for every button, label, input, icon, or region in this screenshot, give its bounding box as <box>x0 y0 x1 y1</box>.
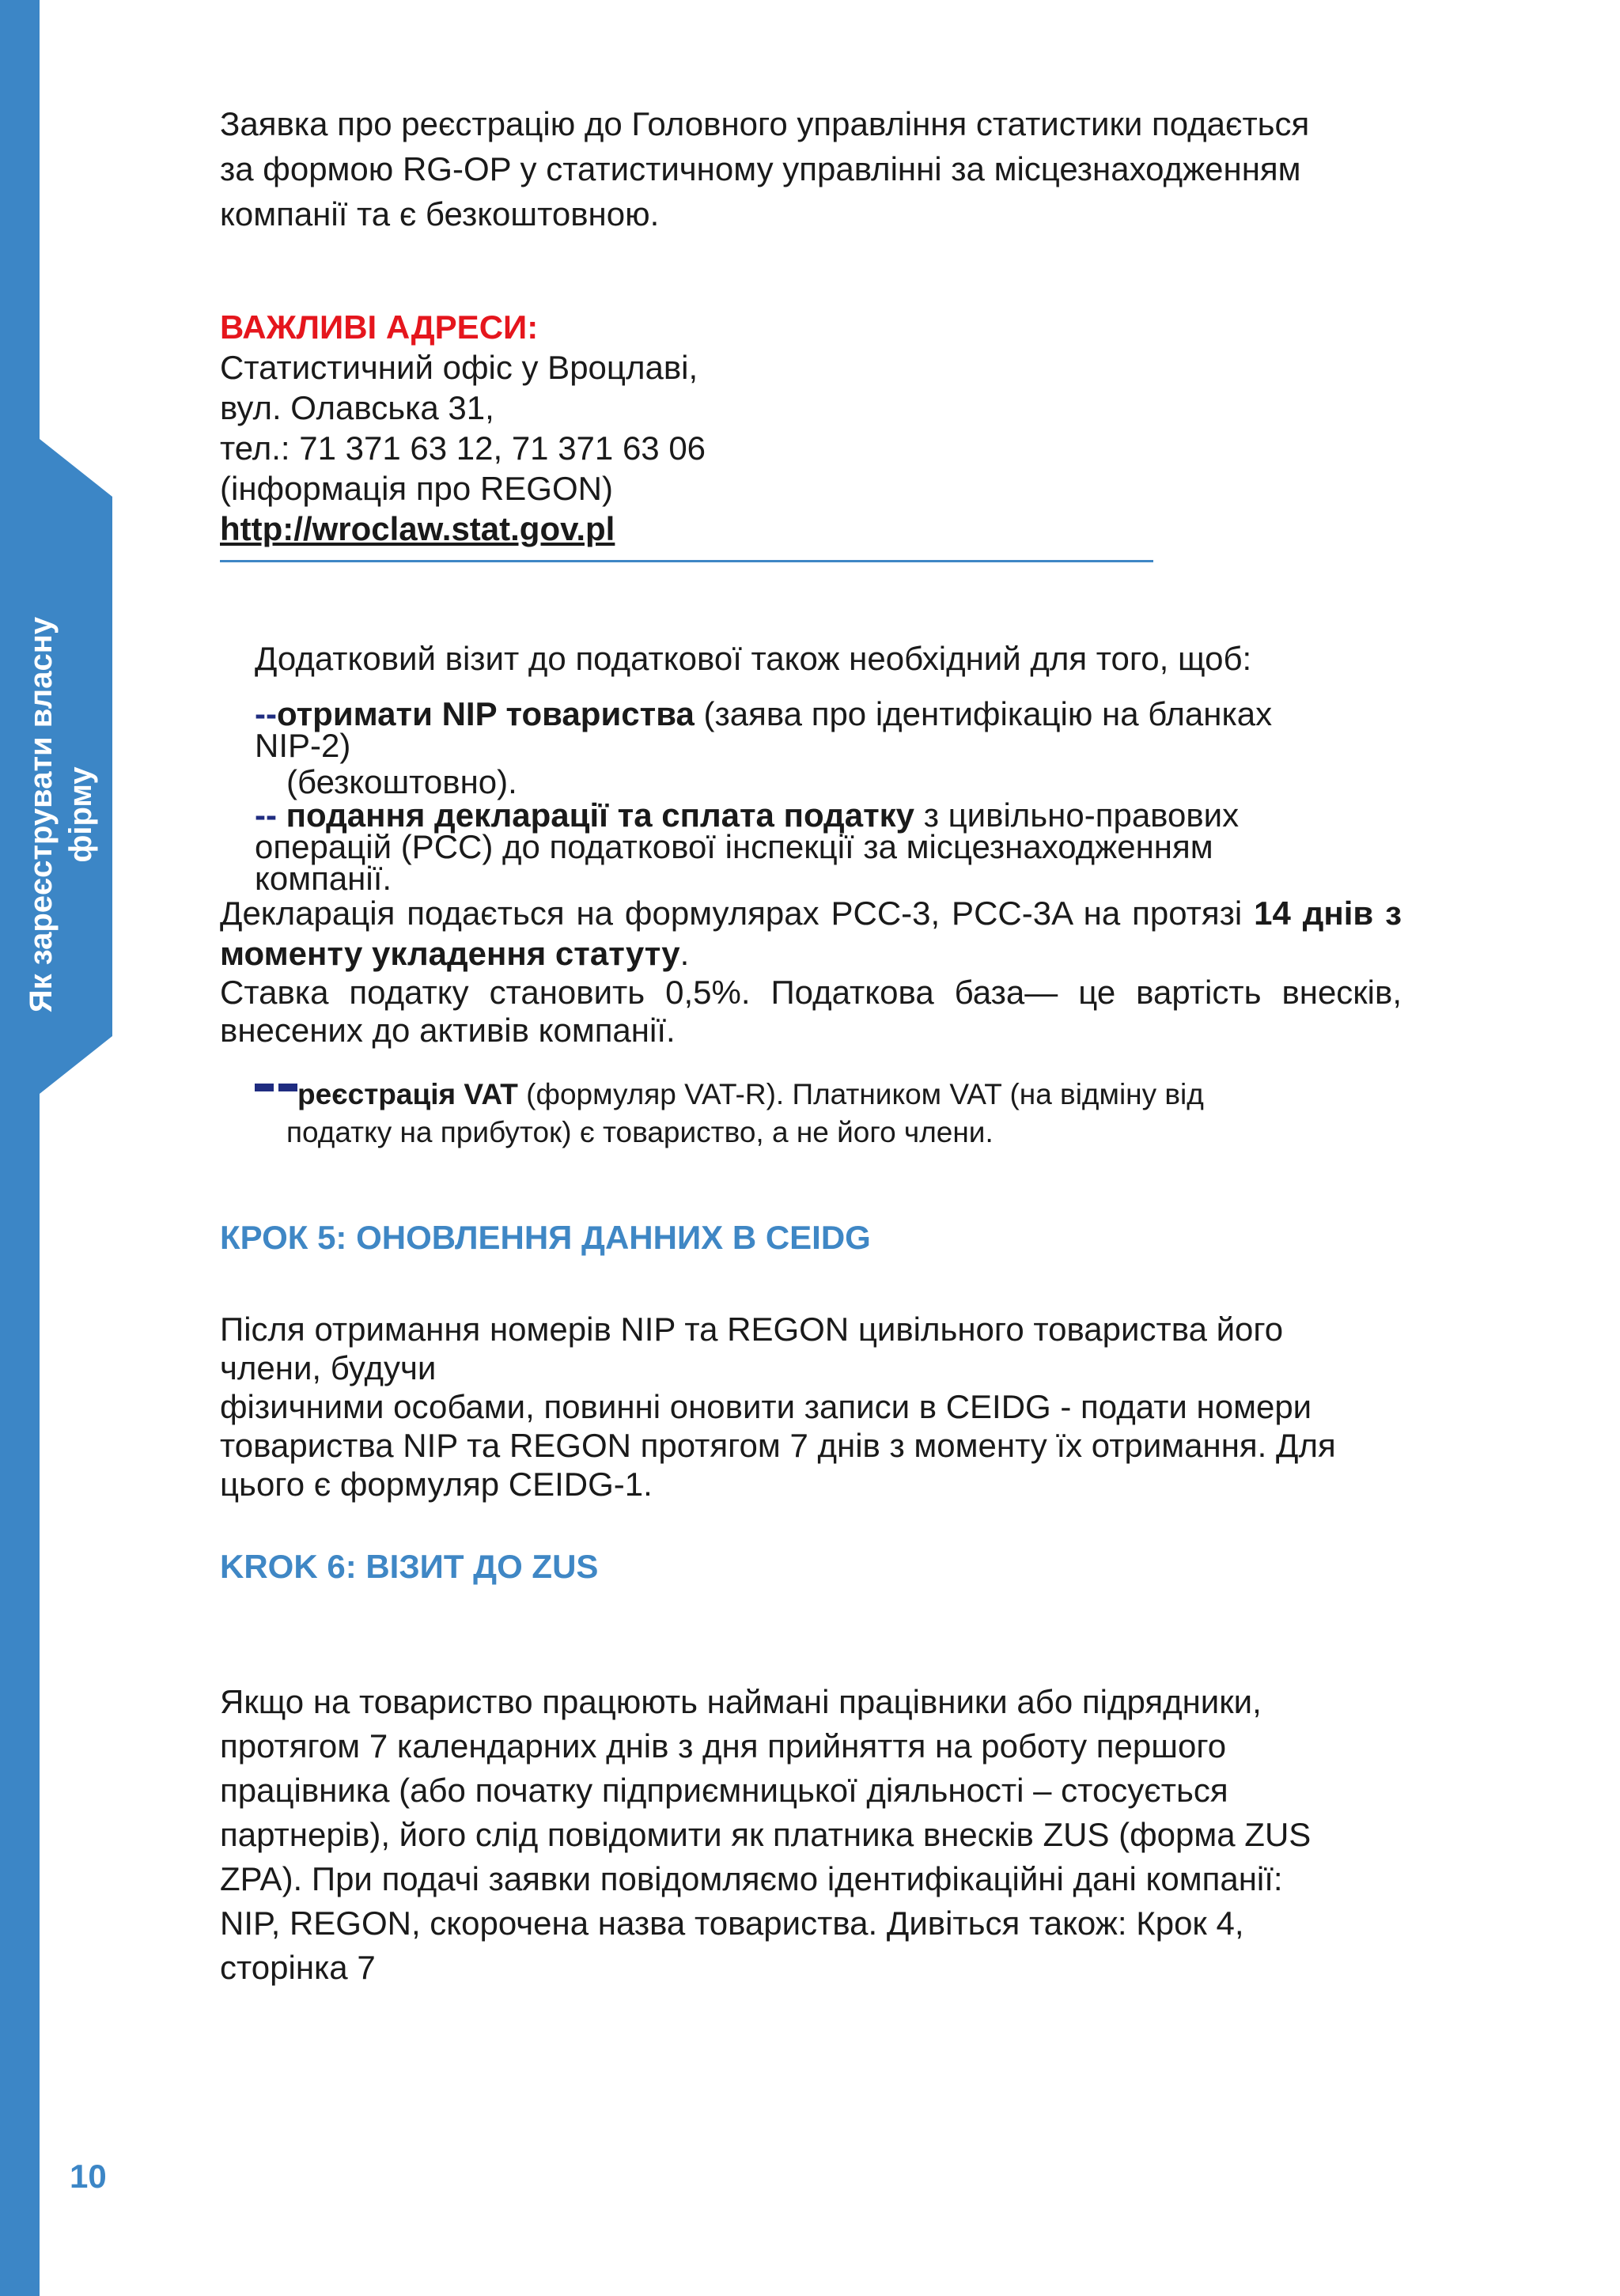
step6-line-1: Якщо на товариство працюють наймані працівники або підрядники, <box>220 1683 1262 1720</box>
step6-line-2: протягом 7 календарних днів з дня прийняття на роботу першого <box>220 1727 1227 1765</box>
vat-line-2: податку на прибуток) є товариство, а не його члени. <box>286 1116 994 1148</box>
step5-line-2: члени, будучи <box>220 1349 437 1386</box>
addresses-info: (інформація про REGON) <box>220 470 613 507</box>
step5-heading: КРОК 5: ОНОВЛЕННЯ ДАННИХ В CEIDG <box>220 1219 871 1256</box>
tax-item-nip-line3: (безкоштовно). <box>286 763 517 800</box>
double-dash-icon <box>255 1082 299 1093</box>
declaration-end: . <box>679 935 690 972</box>
dash-marker: -- <box>255 695 277 732</box>
step5-line-1: Після отримання номерів NIP та REGON цивільного товариства його <box>220 1311 1284 1348</box>
step5-line-5: цього є формуляр CEIDG-1. <box>220 1466 653 1503</box>
tax-item-pcc-rest: з цивільно-правових <box>914 796 1240 834</box>
sidebar-title-line2: фірму <box>63 766 98 863</box>
step5-line-3: фізичними особами, повинні оновити записи в CEIDG - подати номери <box>220 1388 1312 1425</box>
section-divider <box>220 560 1153 562</box>
addresses-office: Статистичний офіс у Вроцлаві, <box>220 349 698 386</box>
step5-line-4: товариства NIP та REGON протягом 7 днів з моменту їх отримання. Для <box>220 1427 1336 1464</box>
tax-item-nip-bold: отримати NIP товариства <box>276 695 695 732</box>
stat-office-link[interactable]: http://wroclaw.stat.gov.pl <box>220 510 615 547</box>
tax-item-pcc-line2: операцій (PCC) до податкової інспекції за місцезнаходженням <box>255 828 1213 865</box>
addresses-street: вул. Олавська 31, <box>220 389 494 426</box>
intro-line-2: за формою RG-OP у статистичному управлінні за місцезнаходженням <box>220 150 1301 187</box>
addresses-heading: ВАЖЛИВІ АДРЕСИ: <box>220 308 539 346</box>
declaration-paragraph <box>220 893 1402 974</box>
step6-line-4: партнерів), його слід повідомити як платника внесків ZUS (форма ZUS <box>220 1816 1312 1853</box>
addresses-phone: тел.: 71 371 63 12, 71 371 63 06 <box>220 429 706 467</box>
tax-visit-intro: Додатковий візит до податкової також необхідний для того, щоб: <box>255 640 1252 677</box>
step6-line-7: сторінка 7 <box>220 1949 376 1986</box>
tax-item-nip-rest: (заява про ідентифікацію на бланках <box>694 695 1273 732</box>
vat-line-1 <box>297 1076 1204 1114</box>
step6-line-5: ZPA). При подачі заявки повідомляємо ідентифікаційні дані компанії: <box>220 1860 1283 1897</box>
dash-marker: -- <box>255 796 277 834</box>
sidebar-tab <box>0 0 115 2296</box>
intro-line-1: Заявка про реєстрацію до Головного управління статистики подається <box>220 105 1310 142</box>
declaration-deadline: днів з моменту укладення статуту <box>220 895 1402 972</box>
step6-line-3: працівника (або початку підприємницької діяльності – стосується <box>220 1772 1228 1809</box>
vat-rest: (формуляр VAT-R). Платником VAT (на відміну від <box>517 1078 1204 1110</box>
sidebar-title-line1: Як зареєструвати власну <box>24 616 59 1013</box>
tax-rate-paragraph: Ставка податку становить 0,5%. Податкова база— це вартість внесків, внесених до активів компанії. <box>220 974 1402 1049</box>
sidebar-section-title <box>21 617 100 1012</box>
intro-line-3: компанії та є безкоштовною. <box>220 195 660 233</box>
tax-item-nip <box>255 696 1272 732</box>
declaration-days: 14 <box>1254 895 1291 932</box>
step6-heading: KROK 6: ВІЗИТ ДО ZUS <box>220 1548 599 1585</box>
page-number: 10 <box>70 2158 107 2195</box>
vat-bold: реєстрація VAT <box>297 1078 518 1110</box>
step6-line-6: NIP, REGON, скорочена назва товариства. Дивіться також: Крок 4, <box>220 1905 1244 1942</box>
tax-item-pcc-line3: компанії. <box>255 860 392 897</box>
declaration-text: Декларація подається на формулярах PCC-3, PCC-3A на протязі <box>220 895 1255 932</box>
tax-item-pcc-bold: подання декларації та сплата податку <box>276 796 915 834</box>
tax-item-nip-line2: NIP-2) <box>255 727 351 764</box>
